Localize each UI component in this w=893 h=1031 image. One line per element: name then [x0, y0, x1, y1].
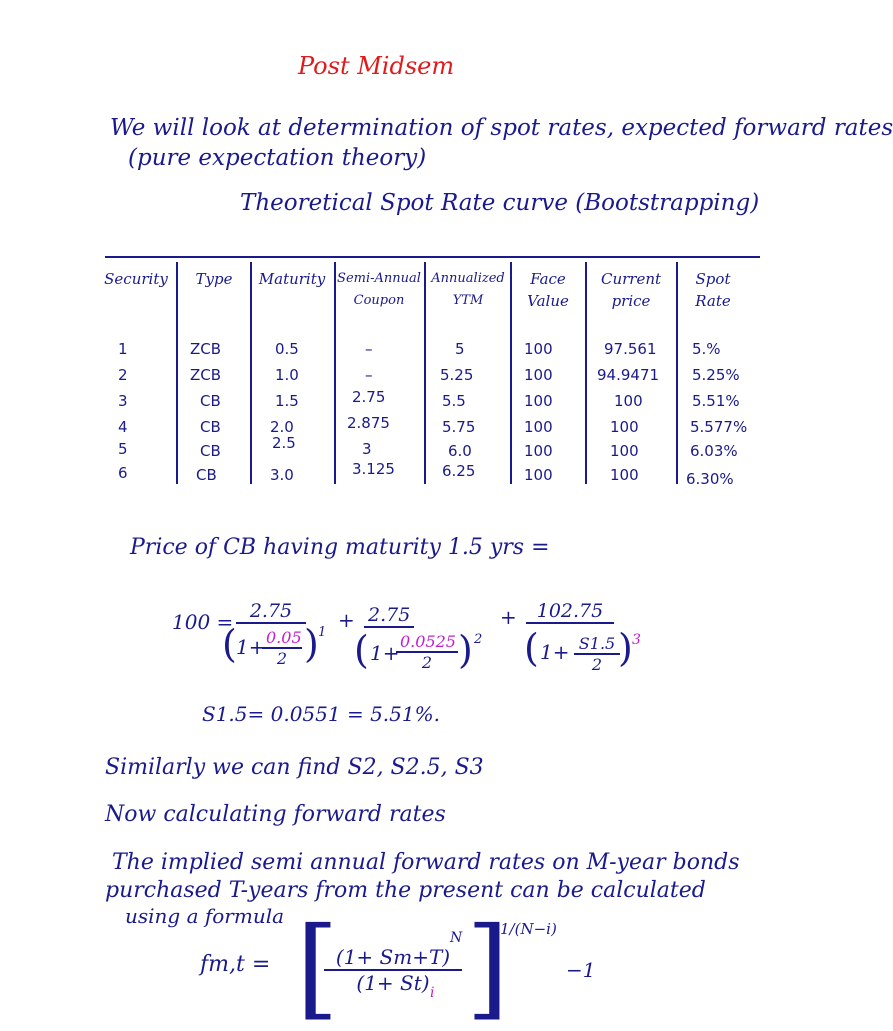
- s15-result: S1.5= 0.0551 = 5.51%.: [202, 702, 440, 726]
- page-title: Post Midsem: [298, 52, 455, 80]
- implied-line-1: The implied semi annual forward rates on M-year bonds: [112, 850, 740, 875]
- intro-line-2: (pure expectation theory): [128, 145, 427, 171]
- table-top-rule: [105, 256, 760, 258]
- term-3-numerator: 102.75: [526, 600, 614, 624]
- table-header: Security: [104, 270, 168, 288]
- column-divider: [585, 262, 587, 484]
- term-1-numerator: 2.75: [236, 600, 306, 624]
- table-header: Maturity: [258, 270, 326, 288]
- forward-rates-heading: Now calculating forward rates: [105, 802, 446, 827]
- term-2-den-frac: $\frac{0.0525}{2}$: [396, 632, 458, 672]
- term-1-open-paren: (: [222, 622, 237, 666]
- equation-lhs: 100 =: [172, 610, 234, 634]
- denominator-exponent: i: [430, 985, 435, 1001]
- term-3-exponent: 3: [632, 632, 641, 648]
- formula-lhs: fm,t =: [200, 952, 271, 977]
- section-heading: Theoretical Spot Rate curve (Bootstrapping): [240, 190, 760, 216]
- term-2-numerator: 2.75: [364, 604, 414, 628]
- term-1-den-prefix: 1+: [236, 635, 266, 659]
- table-header: Semi-Annual Coupon: [337, 271, 421, 308]
- formula-fraction: $\frac{(1+ Sm+T)}{(1+ St)}$: [324, 945, 462, 995]
- intro-line-1: We will look at determination of spot rates, expected forward rates: [110, 115, 893, 141]
- term-3-close-paren: ): [618, 626, 633, 670]
- price-heading: Price of CB having maturity 1.5 yrs =: [130, 535, 550, 560]
- term-2-close-paren: ): [458, 628, 473, 672]
- formula-close-bracket: ]: [466, 903, 509, 1031]
- term-2-den-prefix: 1+: [370, 641, 400, 665]
- term-1-close-paren: ): [304, 622, 319, 666]
- implied-line-2: purchased T-years from the present can be calculated: [105, 878, 706, 903]
- term-2-exponent: 2: [474, 632, 483, 647]
- table-header: Face Value: [527, 270, 569, 310]
- table-header: Annualized YTM: [431, 271, 505, 308]
- table-header: Current price: [600, 270, 662, 310]
- term-2-open-paren: (: [354, 628, 369, 672]
- term-1-den-frac: $\frac{0.05}{2}$: [262, 628, 302, 668]
- numerator-exponent: N: [450, 930, 463, 946]
- outer-exponent: 1/(N−i): [500, 920, 557, 938]
- table-header: Spot Rate: [695, 270, 731, 310]
- plus-sign: +: [500, 605, 517, 629]
- term-3-den-frac: $\frac{S1.5}{2}$: [574, 634, 620, 674]
- similarly-line: Similarly we can find S2, S2.5, S3: [105, 755, 484, 780]
- term-3-open-paren: (: [524, 626, 539, 670]
- term-3-den-prefix: 1+: [540, 640, 570, 664]
- table-header: Type: [195, 270, 233, 288]
- plus-sign: +: [338, 608, 355, 632]
- column-divider: [250, 262, 252, 484]
- column-divider: [176, 262, 178, 484]
- formula-open-bracket: [: [296, 903, 339, 1031]
- implied-line-3: using a formula: [125, 904, 285, 928]
- term-1-exponent: 1: [318, 625, 327, 640]
- formula-tail: −1: [566, 958, 596, 982]
